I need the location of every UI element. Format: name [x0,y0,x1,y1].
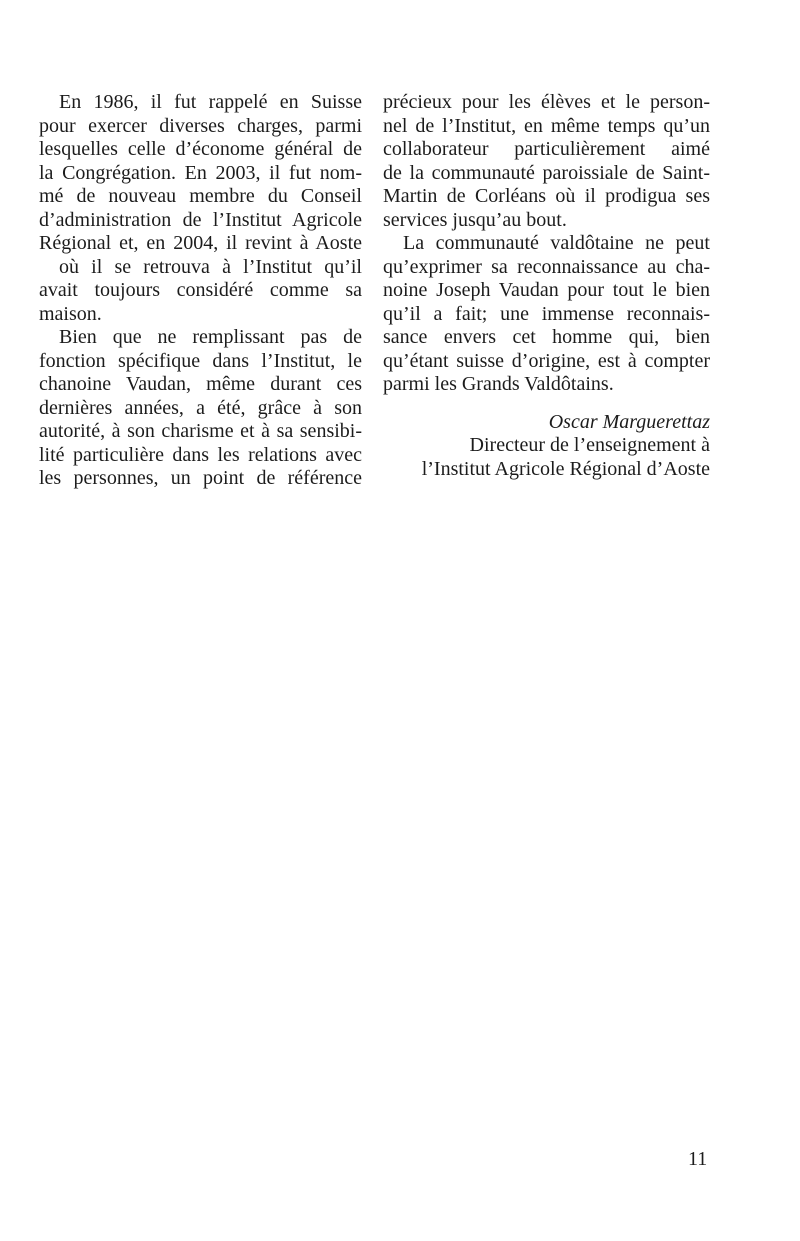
paragraph-line: Régional et, en 2004, il revint à Aoste [39,232,362,254]
paragraph-line: dernières années, a été, grâce à son [39,396,362,419]
paragraph-line: précieux pour les élèves et le person- [383,91,710,113]
paragraph-line: noine Joseph Vaudan pour tout le bien [383,279,710,301]
right-column [383,91,710,481]
paragraph-line: La communauté valdôtaine ne peut [403,232,710,254]
paragraph-line: lesquelles celle d’économe général de [39,138,362,160]
paragraph-line: de la communauté paroissiale de Saint- [383,161,710,184]
paragraph-line: Bien que ne remplissant pas de [59,326,362,348]
paragraph-line: pour exercer diverses charges, parmi [39,114,362,137]
paragraph-line: chanoine Vaudan, même durant ces [39,373,362,395]
paragraph-line: lité particulière dans les relations avec [39,443,362,466]
paragraph-line: Martin de Corléans où il prodigua ses [383,185,710,207]
paragraph-line: la Congrégation. En 2003, il fut nom- [39,161,362,184]
paragraph-line: sance envers cet homme qui, bien [383,326,710,348]
paragraph-line: maison. [39,302,102,325]
paragraph-line: d’administration de l’Institut Agricole [39,208,362,231]
paragraph-line: avait toujours considéré comme sa [39,279,362,301]
signature-title: l’Institut Agricole Régional d’Aoste [421,457,710,480]
signature-name: Oscar Marguerettaz [548,410,710,433]
paragraph-line: services jusqu’au bout. [383,208,567,231]
left-column [39,91,362,491]
paragraph-line: fonction spécifique dans l’Institut, le [39,349,362,372]
page-number: 11 [688,1148,708,1170]
paragraph-line: En 1986, il fut rappelé en Suisse [59,91,362,113]
paragraph-line: où il se retrouva à l’Institut qu’il [59,255,362,278]
paragraph-line: collaborateur particulièrement aimé [383,138,710,160]
paragraph-line: nel de l’Institut, en même temps qu’un [383,114,710,137]
paragraph-line: qu’étant suisse d’origine, est à compter [383,349,710,372]
paragraph-line: autorité, à son charisme et à sa sensibi- [39,420,362,442]
paragraph-line: les personnes, un point de référence [39,467,362,489]
paragraph-line: qu’exprimer sa reconnaissance au cha- [383,255,710,278]
signature-title: Directeur de l’enseignement à [469,434,710,456]
paragraph-line: qu’il a fait; une immense reconnais- [383,302,710,325]
paragraph-line: parmi les Grands Valdôtains. [383,373,614,395]
spacer [383,397,710,411]
paragraph-line: mé de nouveau membre du Conseil [39,185,362,207]
